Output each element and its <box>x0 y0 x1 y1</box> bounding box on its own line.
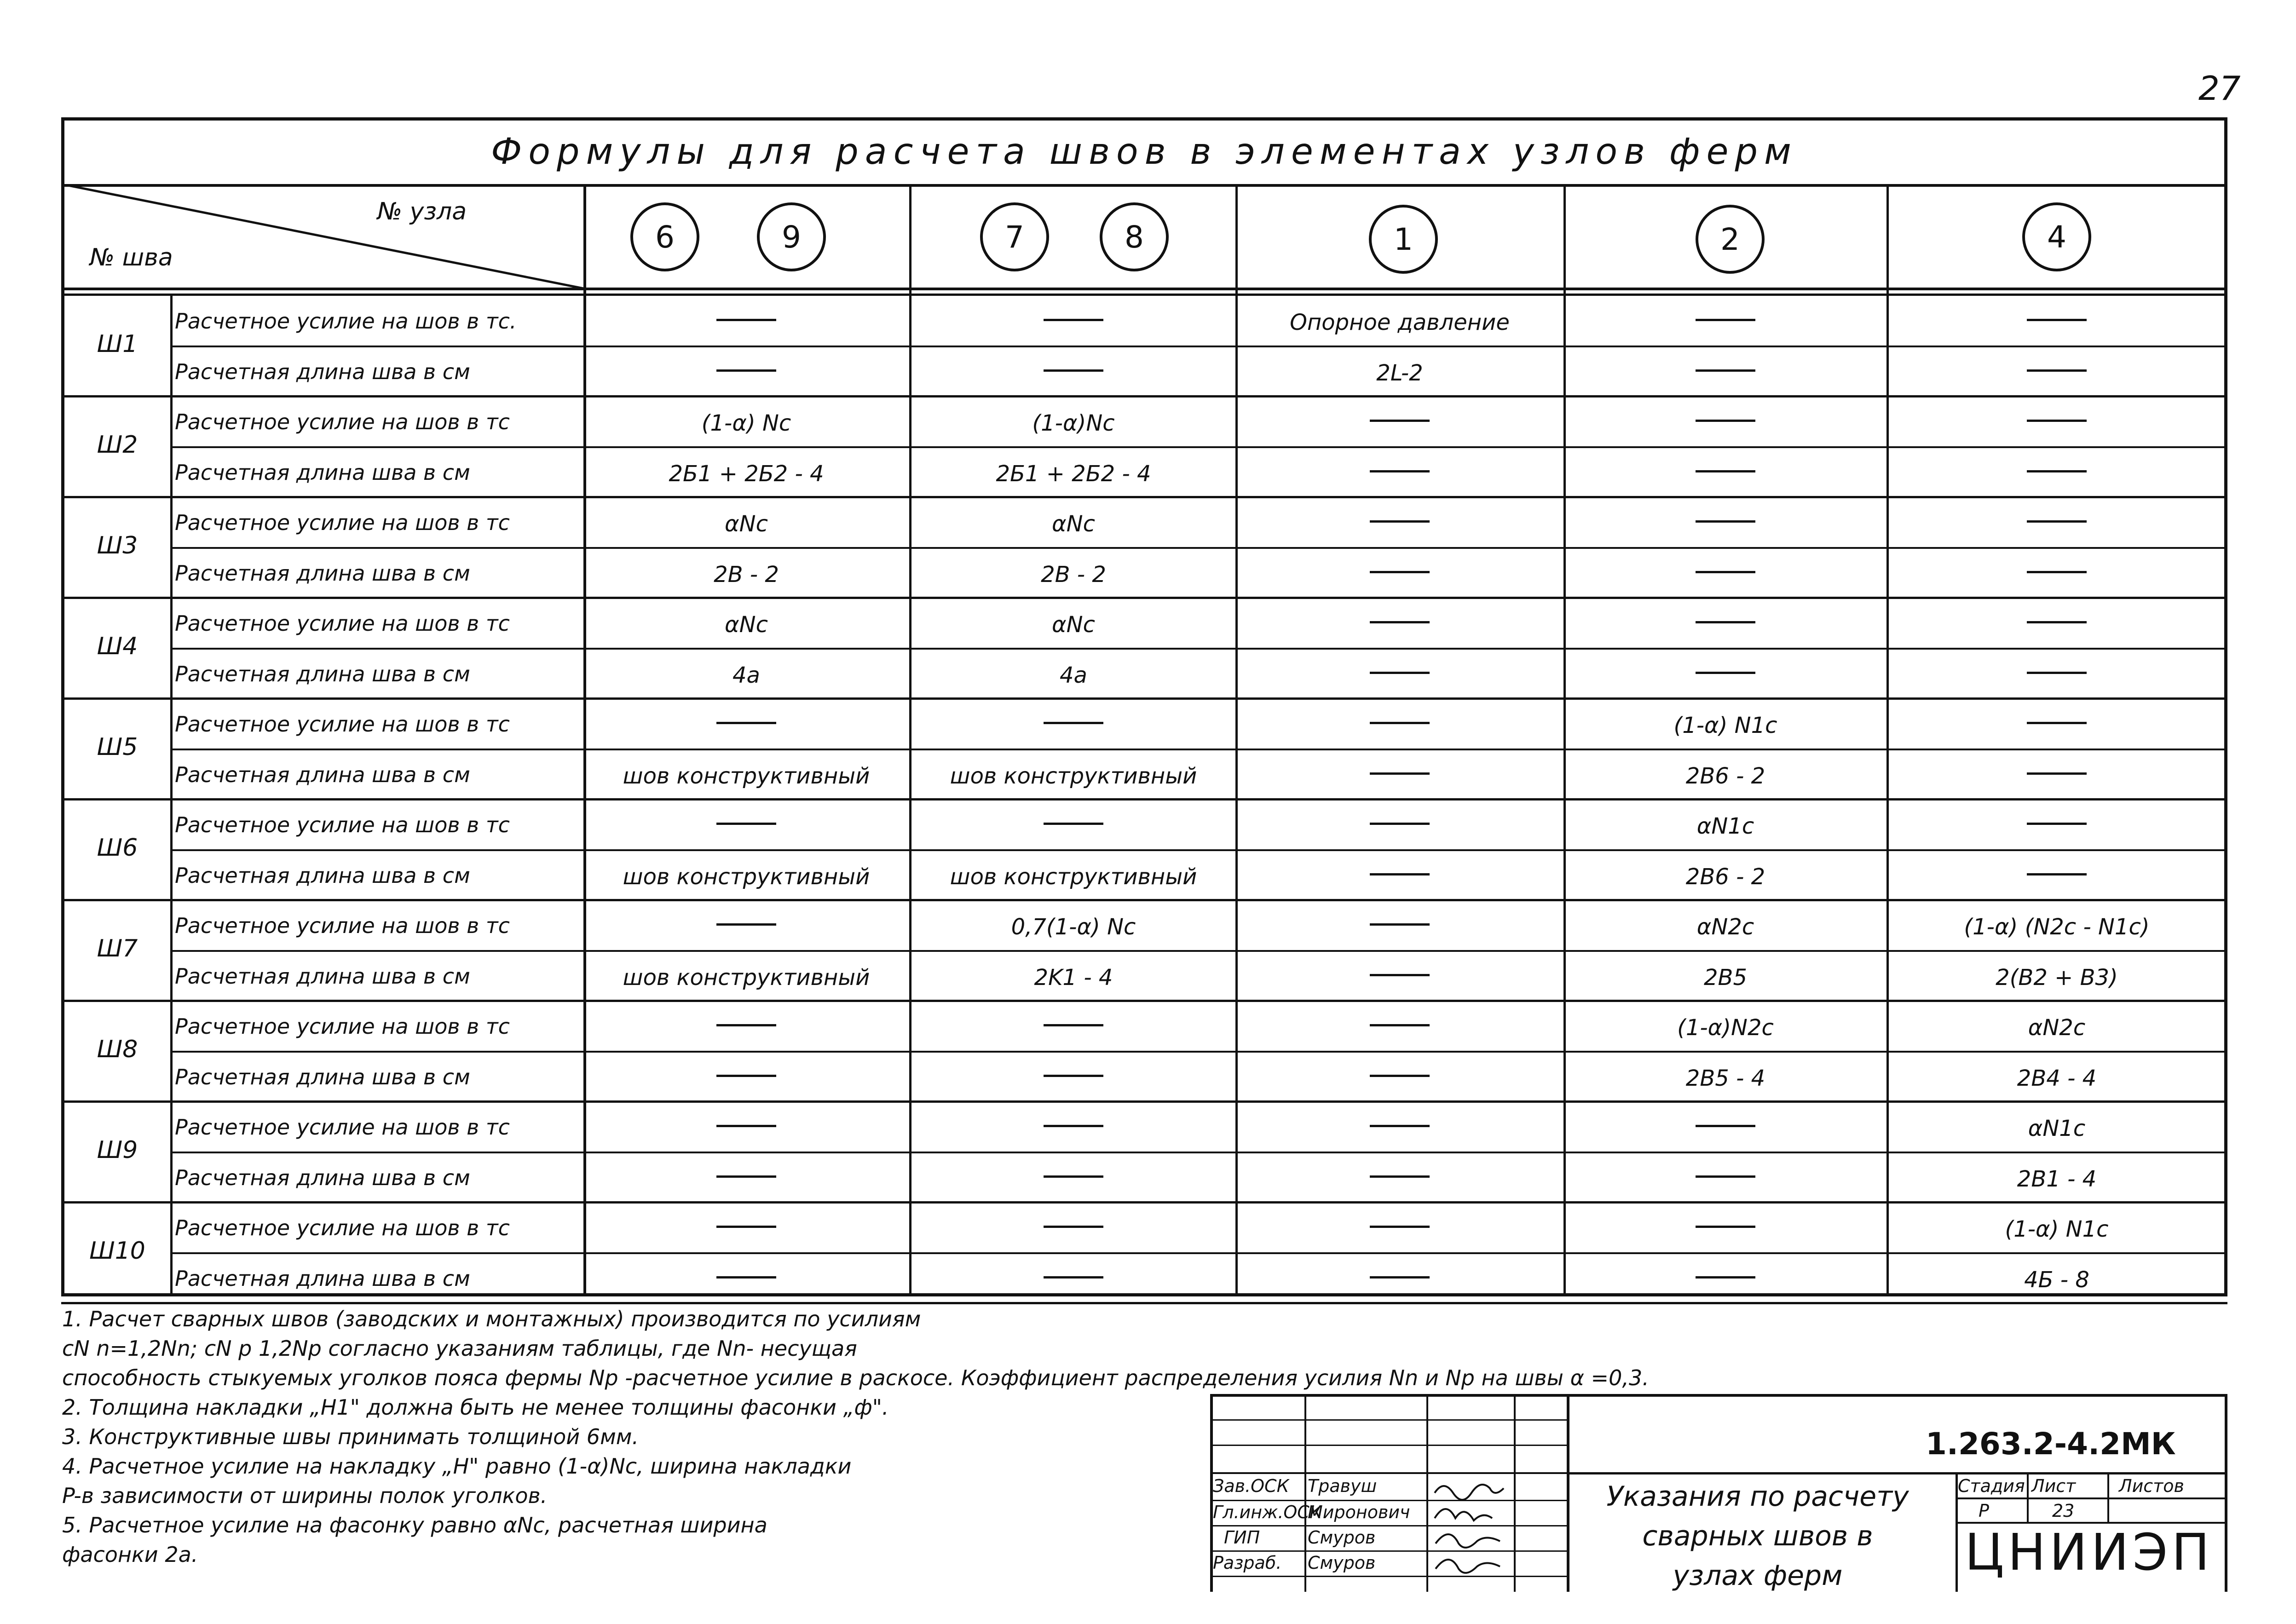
stamp-row-line <box>1210 1576 1567 1577</box>
col-divider-3 <box>1563 184 1566 1296</box>
formula-cell: 4Б - 8 <box>2024 1267 2089 1293</box>
note-line: фасонки 2a. <box>62 1542 198 1567</box>
formula-cell: 2B4 - 4 <box>2017 1065 2097 1091</box>
row-description: Расчетное усилие на шов в тс <box>175 812 510 837</box>
node-circle-2: 2 <box>1696 205 1765 274</box>
row-group-divider <box>61 1201 2227 1204</box>
row-divider <box>171 547 2227 549</box>
row-group-divider <box>61 697 2227 700</box>
seam-number-label: № шва <box>90 244 173 271</box>
empty-cell-dash <box>1370 1125 1430 1127</box>
empty-cell-dash <box>1696 571 1755 573</box>
empty-cell-dash <box>716 1175 776 1178</box>
node-number-label: № узла <box>377 198 467 225</box>
formula-cell: 4a <box>1060 662 1087 688</box>
empty-cell-dash <box>2027 319 2087 321</box>
empty-cell-dash <box>2027 823 2087 825</box>
empty-cell-dash <box>1370 923 1430 926</box>
empty-cell-dash <box>716 1226 776 1228</box>
row-description: Расчетное усилие на шов в тс <box>175 409 510 434</box>
empty-cell-dash <box>1370 621 1430 623</box>
seam-label: Ш6 <box>97 834 138 862</box>
empty-cell-dash <box>2027 420 2087 422</box>
node-circle-1: 1 <box>1369 205 1438 274</box>
empty-cell-dash <box>716 1276 776 1278</box>
col-divider-desc <box>583 184 586 1296</box>
seam-label: Ш8 <box>97 1035 138 1063</box>
empty-cell-dash <box>2027 672 2087 674</box>
empty-cell-dash <box>1370 1175 1430 1178</box>
empty-cell-dash <box>1044 1276 1103 1278</box>
empty-cell-dash <box>1696 470 1755 472</box>
signature-name: Травуш <box>1308 1476 1377 1496</box>
stamp-row-line <box>1210 1419 1567 1421</box>
row-description: Расчетная длина шва в см <box>175 359 470 384</box>
seam-label: Ш1 <box>97 330 138 358</box>
formula-cell: 2(B2 + B3) <box>1996 964 2118 991</box>
description-line: узлах ферм <box>1673 1560 1843 1592</box>
formula-cell: 0,7(1-α) Nc <box>1011 914 1136 940</box>
sheet-header: Лист <box>2031 1476 2076 1496</box>
row-description: Расчетная длина шва в см <box>175 1064 470 1089</box>
signature-name: Миронович <box>1308 1502 1410 1522</box>
empty-cell-dash <box>1696 420 1755 422</box>
formula-cell: 2B5 <box>1703 964 1747 991</box>
formula-cell: (1-α) Nc <box>701 410 791 436</box>
formula-cell: αNc <box>725 511 768 537</box>
seam-label: Ш4 <box>97 632 138 660</box>
stamp-row-line <box>1210 1525 1567 1526</box>
empty-cell-dash <box>1696 1125 1755 1127</box>
stamp-right-border <box>2225 1394 2227 1592</box>
empty-cell-dash <box>1696 319 1755 321</box>
node-circle-4: 4 <box>2022 202 2091 271</box>
signature-name: Смуров <box>1308 1553 1376 1573</box>
empty-cell-dash <box>1044 319 1103 321</box>
formula-cell: 2L-2 <box>1376 360 1423 386</box>
empty-cell-dash <box>2027 621 2087 623</box>
document-description <box>1569 1477 1946 1595</box>
node-circle-8: 8 <box>1100 202 1169 271</box>
formula-cell: шов конструктивный <box>623 864 870 890</box>
seam-label: Ш9 <box>97 1136 138 1164</box>
formula-cell: αNc <box>1052 612 1095 638</box>
empty-cell-dash <box>1696 1276 1755 1278</box>
row-divider <box>171 346 2227 347</box>
empty-cell-dash <box>1370 772 1430 775</box>
row-description: Расчетная длина шва в см <box>175 963 470 989</box>
empty-cell-dash <box>1370 1075 1430 1077</box>
empty-cell-dash <box>1370 520 1430 523</box>
formula-cell: 2B6 - 2 <box>1685 864 1765 890</box>
seam-label: Ш7 <box>97 934 138 962</box>
stamp-row-line <box>1210 1445 1567 1446</box>
formula-cell: 2B1 - 4 <box>2017 1166 2097 1192</box>
formula-cell: (1-α) (N2c - N1c) <box>1964 914 2150 940</box>
col-divider-1 <box>909 184 911 1296</box>
stamp-top-border <box>1210 1394 2227 1397</box>
formula-cell: (1-α) N1c <box>2005 1216 2109 1242</box>
seam-col-divider <box>170 294 173 1296</box>
empty-cell-dash <box>1370 1226 1430 1228</box>
empty-cell-dash <box>2027 470 2087 472</box>
note-line: P-в зависимости от ширины полок уголков. <box>62 1483 548 1508</box>
empty-cell-dash <box>716 923 776 926</box>
row-divider <box>171 1252 2227 1254</box>
row-description: Расчетная длина шва в см <box>175 1266 470 1291</box>
note-line: 5. Расчетное усилие на фасонку равно αNc, расчетная ширина <box>62 1513 767 1538</box>
empty-cell-dash <box>1696 1226 1755 1228</box>
stamp-divider-name <box>1426 1394 1428 1592</box>
row-description: Расчетное усилие на шов в тс <box>175 1215 510 1240</box>
stamp-row-line <box>1210 1550 1567 1552</box>
empty-cell-dash <box>716 1075 776 1077</box>
stamp-row-line <box>1210 1472 1567 1474</box>
formula-cell: шов конструктивный <box>950 763 1197 789</box>
formula-cell: (1-α) N1c <box>1673 713 1777 738</box>
empty-cell-dash <box>716 823 776 825</box>
organization-name: ЦНИИЭП <box>1965 1523 2214 1582</box>
formula-cell: αNc <box>1052 511 1095 537</box>
empty-cell-dash <box>716 1024 776 1026</box>
row-group-divider <box>61 1100 2227 1103</box>
description-line: Указания по расчету <box>1606 1480 1909 1513</box>
formula-cell: шов конструктивный <box>623 964 870 991</box>
empty-cell-dash <box>1370 974 1430 976</box>
stamp-stage-divider <box>2027 1472 2029 1523</box>
empty-cell-dash <box>1696 1175 1755 1178</box>
node-circle-9: 9 <box>757 202 826 271</box>
row-description: Расчетное усилие на шов в тс <box>175 611 510 636</box>
row-description: Расчетное усилие на шов в тс <box>175 1115 510 1140</box>
page-number: 27 <box>2198 69 2241 108</box>
empty-cell-dash <box>1370 722 1430 724</box>
empty-cell-dash <box>716 1125 776 1127</box>
signature-role: ГИП <box>1224 1527 1260 1548</box>
formula-cell: Опорное давление <box>1290 310 1510 335</box>
empty-cell-dash <box>1044 1125 1103 1127</box>
sheet-value: 23 <box>2052 1501 2075 1521</box>
stamp-sheet-divider <box>2107 1472 2109 1523</box>
row-description: Расчетная длина шва в см <box>175 460 470 485</box>
row-group-divider <box>61 899 2227 901</box>
row-description: Расчетное усилие на шов в тс <box>175 1014 510 1039</box>
empty-cell-dash <box>2027 520 2087 523</box>
note-line: 2. Толщина накладки „H1" должна быть не менее толщины фасонки „ф". <box>62 1395 889 1420</box>
formula-cell: αNc <box>725 612 768 638</box>
empty-cell-dash <box>2027 722 2087 724</box>
empty-cell-dash <box>716 722 776 724</box>
row-divider <box>171 446 2227 448</box>
document-code: 1.263.2-4.2МК <box>1926 1426 2176 1462</box>
empty-cell-dash <box>1370 1024 1430 1026</box>
row-description: Расчетное усилие на шов в тс. <box>175 309 517 334</box>
note-line: cN n=1,2Nn; cN p 1,2Np согласно указаниям таблицы, где Nn- несущая <box>62 1336 857 1361</box>
row-divider <box>171 1051 2227 1053</box>
formula-cell: (1-α)N2c <box>1677 1015 1774 1041</box>
empty-cell-dash <box>1696 369 1755 372</box>
header-diagonal <box>61 184 586 290</box>
empty-cell-dash <box>2027 369 2087 372</box>
signature-role: Разраб. <box>1213 1553 1282 1573</box>
formula-cell: 2B - 2 <box>1041 561 1106 587</box>
row-description: Расчетное усилие на шов в тс <box>175 913 510 938</box>
row-description: Расчетное усилие на шов в тс <box>175 712 510 737</box>
formula-cell: αN2c <box>2028 1015 2086 1041</box>
formula-cell: (1-α)Nc <box>1032 410 1115 436</box>
formula-cell: шов конструктивный <box>623 763 870 789</box>
note-line: способность стыкуемых уголков пояса фермы Np -расчетное усилие в раскосе. Коэффициент распределения усилия Nn и Np на швы α =0,3. <box>62 1365 1649 1390</box>
empty-cell-dash <box>2027 772 2087 775</box>
empty-cell-dash <box>1044 1024 1103 1026</box>
empty-cell-dash <box>1370 1276 1430 1278</box>
empty-cell-dash <box>1696 672 1755 674</box>
signature-role: Зав.ОСК <box>1213 1476 1289 1496</box>
stage-value: Р <box>1979 1501 1989 1521</box>
row-group-divider <box>61 1000 2227 1002</box>
empty-cell-dash <box>716 319 776 321</box>
empty-cell-dash <box>1370 470 1430 472</box>
stamp-code-divider <box>1567 1472 2227 1474</box>
empty-cell-dash <box>1370 420 1430 422</box>
signature-name: Смуров <box>1308 1527 1376 1548</box>
empty-cell-dash <box>1044 1075 1103 1077</box>
col-divider-4 <box>1886 184 1889 1296</box>
row-divider <box>171 849 2227 851</box>
empty-cell-dash <box>1696 621 1755 623</box>
seam-label: Ш10 <box>89 1237 145 1265</box>
table-title: Формулы для расчета швов в элементах узлов ферм <box>491 131 1798 173</box>
row-description: Расчетная длина шва в см <box>175 762 470 787</box>
formula-cell: 2Б1 + 2Б2 - 4 <box>996 461 1151 487</box>
col-divider-2 <box>1235 184 1238 1296</box>
node-circle-6: 6 <box>630 202 699 271</box>
header-divider-bottom <box>61 294 2227 296</box>
formula-cell: 4a <box>733 662 760 688</box>
seam-label: Ш5 <box>97 733 138 761</box>
seam-label: Ш3 <box>97 531 138 559</box>
formula-cell: 2K1 - 4 <box>1034 964 1113 991</box>
formula-cell: 2Б1 + 2Б2 - 4 <box>669 461 824 487</box>
sheets-header: Листов <box>2119 1476 2184 1496</box>
row-group-divider <box>61 798 2227 800</box>
empty-cell-dash <box>1044 369 1103 372</box>
row-divider <box>171 648 2227 650</box>
handwritten-signatures <box>1431 1474 1511 1578</box>
formula-cell: αN2c <box>1696 914 1754 940</box>
stage-header: Стадия <box>1958 1476 2025 1496</box>
empty-cell-dash <box>1044 1226 1103 1228</box>
row-description: Расчетное усилие на шов в тс <box>175 510 510 535</box>
empty-cell-dash <box>1370 672 1430 674</box>
signature-role: Гл.инж.ОСК <box>1213 1502 1322 1522</box>
empty-cell-dash <box>1370 823 1430 825</box>
empty-cell-dash <box>1044 722 1103 724</box>
table-title-row <box>61 117 2227 186</box>
formula-cell: αN1c <box>1696 813 1754 839</box>
description-line: сварных швов в <box>1642 1520 1873 1552</box>
seam-label: Ш2 <box>97 431 138 459</box>
stamp-divider-sign <box>1514 1394 1516 1592</box>
stamp-stage-line <box>1956 1497 2227 1499</box>
empty-cell-dash <box>1044 1175 1103 1178</box>
empty-cell-dash <box>1696 520 1755 523</box>
formula-cell: 2B - 2 <box>714 561 779 587</box>
empty-cell-dash <box>1370 873 1430 875</box>
empty-cell-dash <box>2027 571 2087 573</box>
row-divider <box>171 950 2227 952</box>
row-description: Расчетная длина шва в см <box>175 560 470 586</box>
row-divider <box>171 749 2227 750</box>
node-circle-7: 7 <box>980 202 1049 271</box>
note-line: 3. Конструктивные швы принимать толщиной 6мм. <box>62 1424 639 1449</box>
note-line: 1. Расчет сварных швов (заводских и монтажных) производится по усилиям <box>62 1307 921 1331</box>
stamp-divider-role <box>1304 1394 1306 1592</box>
empty-cell-dash <box>1370 571 1430 573</box>
note-line: 4. Расчетное усилие на накладку „H" равно (1-α)Nc, ширина накладки <box>62 1454 852 1479</box>
row-group-divider <box>61 395 2227 397</box>
row-description: Расчетная длина шва в см <box>175 1165 470 1190</box>
formula-cell: αN1c <box>2028 1116 2086 1141</box>
row-description: Расчетная длина шва в см <box>175 863 470 888</box>
stamp-row-line <box>1210 1500 1567 1501</box>
formula-cell: шов конструктивный <box>950 864 1197 890</box>
empty-cell-dash <box>1044 823 1103 825</box>
empty-cell-dash <box>716 369 776 372</box>
row-group-divider <box>61 496 2227 498</box>
row-group-divider <box>61 597 2227 599</box>
empty-cell-dash <box>2027 873 2087 875</box>
row-description: Расчетная длина шва в см <box>175 661 470 686</box>
formula-cell: 2B6 - 2 <box>1685 763 1765 789</box>
row-divider <box>171 1152 2227 1153</box>
formula-cell: 2B5 - 4 <box>1685 1065 1765 1091</box>
